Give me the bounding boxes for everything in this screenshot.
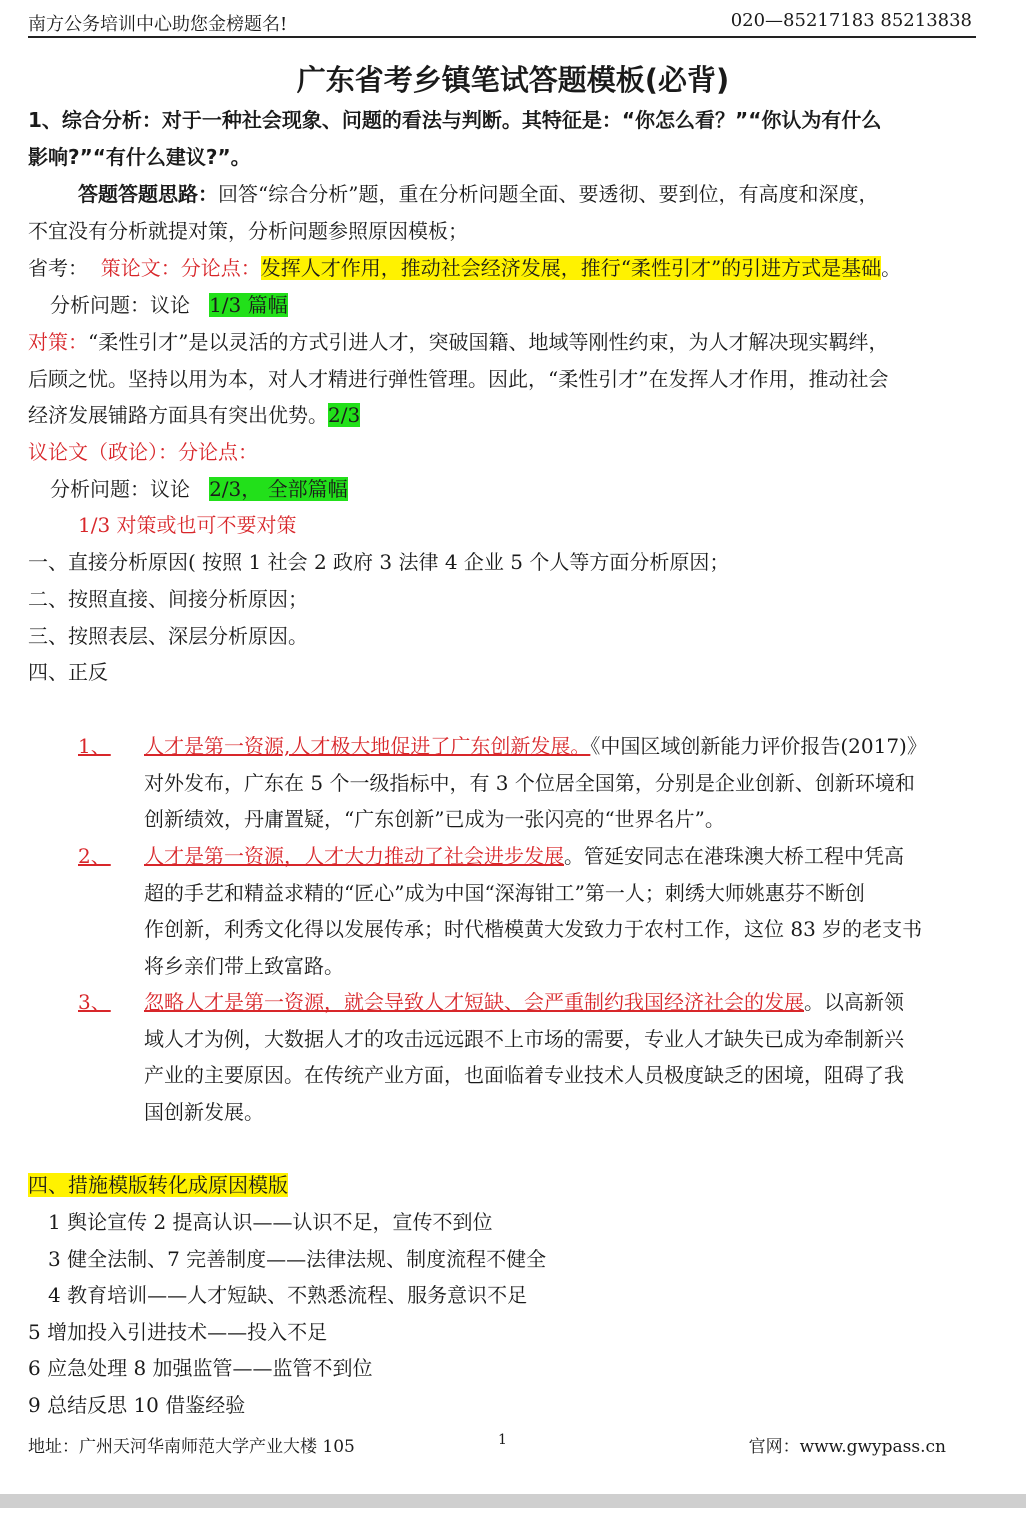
measure-label: 对策： [28, 330, 88, 354]
analysis1-text: 分析问题：议论 [50, 293, 190, 317]
list-item-2-line: 将乡亲们带上致富路。 [144, 954, 344, 978]
list-item-3-head: 忽略人才是第一资源，就会导致人才短缺、会严重制约我国经济社会的发展 [144, 990, 804, 1014]
method-item: 四、正反 [28, 660, 108, 684]
provincial-sub: 策论文：分论点： [100, 256, 261, 280]
section4-line: 3 健全法制、7 完善制度——法律法规、制度流程不健全 [48, 1247, 547, 1271]
footer-website: 官网：www.gwypass.cn [748, 1437, 946, 1457]
method-item: 三、按照表层、深层分析原因。 [28, 624, 308, 648]
section4-line: 6 应急处理 8 加强监管——监管不到位 [28, 1356, 373, 1380]
section4-line: 9 总结反思 10 借鉴经验 [28, 1393, 246, 1417]
analysis2-highlight: 2/3， 全部篇幅 [209, 477, 348, 501]
analysis1-highlight: 1/3 篇幅 [209, 293, 288, 317]
analysis2-line [50, 471, 348, 507]
list-item-3-number: 3、 [78, 990, 111, 1014]
analysis2-text: 分析问题：议论 [50, 477, 190, 501]
list-item-2-line: 超的手艺和精益求精的“匠心”成为中国“深海钳工”第一人；刺绣大师姚惠芬不断创 [144, 881, 865, 905]
provincial-label: 省考： [28, 256, 88, 280]
list-item-1-number: 1、 [78, 734, 111, 758]
list-item-2-first-line [78, 838, 904, 874]
header-slogan: 南方公务培训中心助您金榜题名! [28, 14, 288, 35]
page-title: 广东省考乡镇笔试答题模板(必背) [296, 63, 730, 97]
page-number: 1 [498, 1432, 507, 1448]
measure-text3: 经济发展铺路方面具有突出优势。 [28, 403, 328, 427]
section4-title: 四、措施模版转化成原因模版 [28, 1173, 288, 1197]
provincial-line [28, 250, 901, 286]
thinking-line1 [78, 176, 878, 212]
analysis1-line [50, 287, 288, 323]
bottom-divider-bar [0, 1494, 1026, 1508]
method-item: 一、直接分析原因( 按照 1 社会 2 政府 3 法律 4 企业 5 个人等方面分析原因； [28, 550, 730, 574]
page-footer [28, 1428, 976, 1458]
list-item-1-line: 对外发布，广东在 5 个一级指标中，有 3 个位居全国第，分别是企业创新、创新环境和 [144, 771, 915, 795]
list-item-2-number: 2、 [78, 844, 111, 868]
provincial-highlight: 发挥人才作用，推动社会经济发展，推行“柔性引才”的引进方式是基础 [260, 256, 882, 280]
list-item-3-line: 产业的主要原因。在传统产业方面，也面临着专业技术人员极度缺乏的困境，阻碍了我 [144, 1063, 904, 1087]
footer-address: 地址：广州天河华南师范大学产业大楼 105 [28, 1437, 355, 1457]
page-header [28, 8, 976, 38]
list-item-2-line: 作创新，利秀文化得以发展传承；时代楷模黄大发致力于农村工作，这位 83 岁的老支书 [144, 917, 923, 941]
section4-line: 1 舆论宣传 2 提高认识——认识不足，宣传不到位 [48, 1210, 493, 1234]
list-item-1-first-line [78, 728, 927, 764]
measure-line3 [28, 397, 360, 433]
note-line: 1/3 对策或也可不要对策 [78, 513, 297, 537]
provincial-end: 。 [881, 256, 902, 280]
list-item-2-rest: 。管延安同志在港珠澳大桥工程中凭高 [564, 844, 904, 868]
list-item-1-line: 创新绩效，丹庸置疑，“广东创新”已成为一张闪亮的“世界名片”。 [144, 807, 725, 831]
list-item-3-line: 国创新发展。 [144, 1100, 264, 1124]
section4-line: 4 教育培训——人才短缺、不熟悉流程、服务意识不足 [48, 1283, 528, 1307]
list-item-1-head: 人才是第一资源,人才极大地促进了广东创新发展。 [144, 734, 591, 758]
measure-text1: “柔性引才”是以灵活的方式引进人才，突破国籍、地域等刚性约束，为人才解决现实羁绊， [88, 330, 889, 354]
header-phone: 020—85217183 85213838 [730, 10, 972, 31]
list-item-1-rest: 《中国区域创新能力评价报告(2017)》 [590, 734, 927, 758]
list-item-3-rest: 。以高新领 [804, 990, 904, 1014]
list-item-3-line: 域人才为例，大数据人才的攻击远远跟不上市场的需要，专业人才缺失已成为牵制新兴 [144, 1027, 904, 1051]
list-item-2-head: 人才是第一资源，人才大力推动了社会进步发展 [144, 844, 564, 868]
list-item-3-first-line [78, 984, 904, 1020]
section1-heading-line1: 1、综合分析：对于一种社会现象、问题的看法与判断。其特征是：“你怎么看？”“你认为有什么 [28, 108, 882, 132]
measure-highlight: 2/3 [328, 403, 361, 427]
section4-line: 5 增加投入引进技术——投入不足 [28, 1320, 328, 1344]
measure-line1 [28, 324, 888, 360]
measure-line2: 后顾之忧。坚持以用为本，对人才精进行弹性管理。因此，“柔性引才”在发挥人才作用，推动社会 [28, 367, 889, 391]
thinking-label: 答题答题思路： [78, 182, 218, 206]
thinking-line2: 不宜没有分析就提对策，分析问题参照原因模板； [28, 219, 468, 243]
method-item: 二、按照直接、间接分析原因； [28, 587, 308, 611]
thinking-text1: 回答“综合分析”题，重在分析问题全面、要透彻、要到位，有高度和深度， [218, 182, 879, 206]
section1-heading-line2: 影响?”“有什么建议?”。 [28, 145, 251, 169]
political-label: 议论文（政论）：分论点： [28, 440, 258, 464]
section4-title-line [28, 1167, 288, 1203]
